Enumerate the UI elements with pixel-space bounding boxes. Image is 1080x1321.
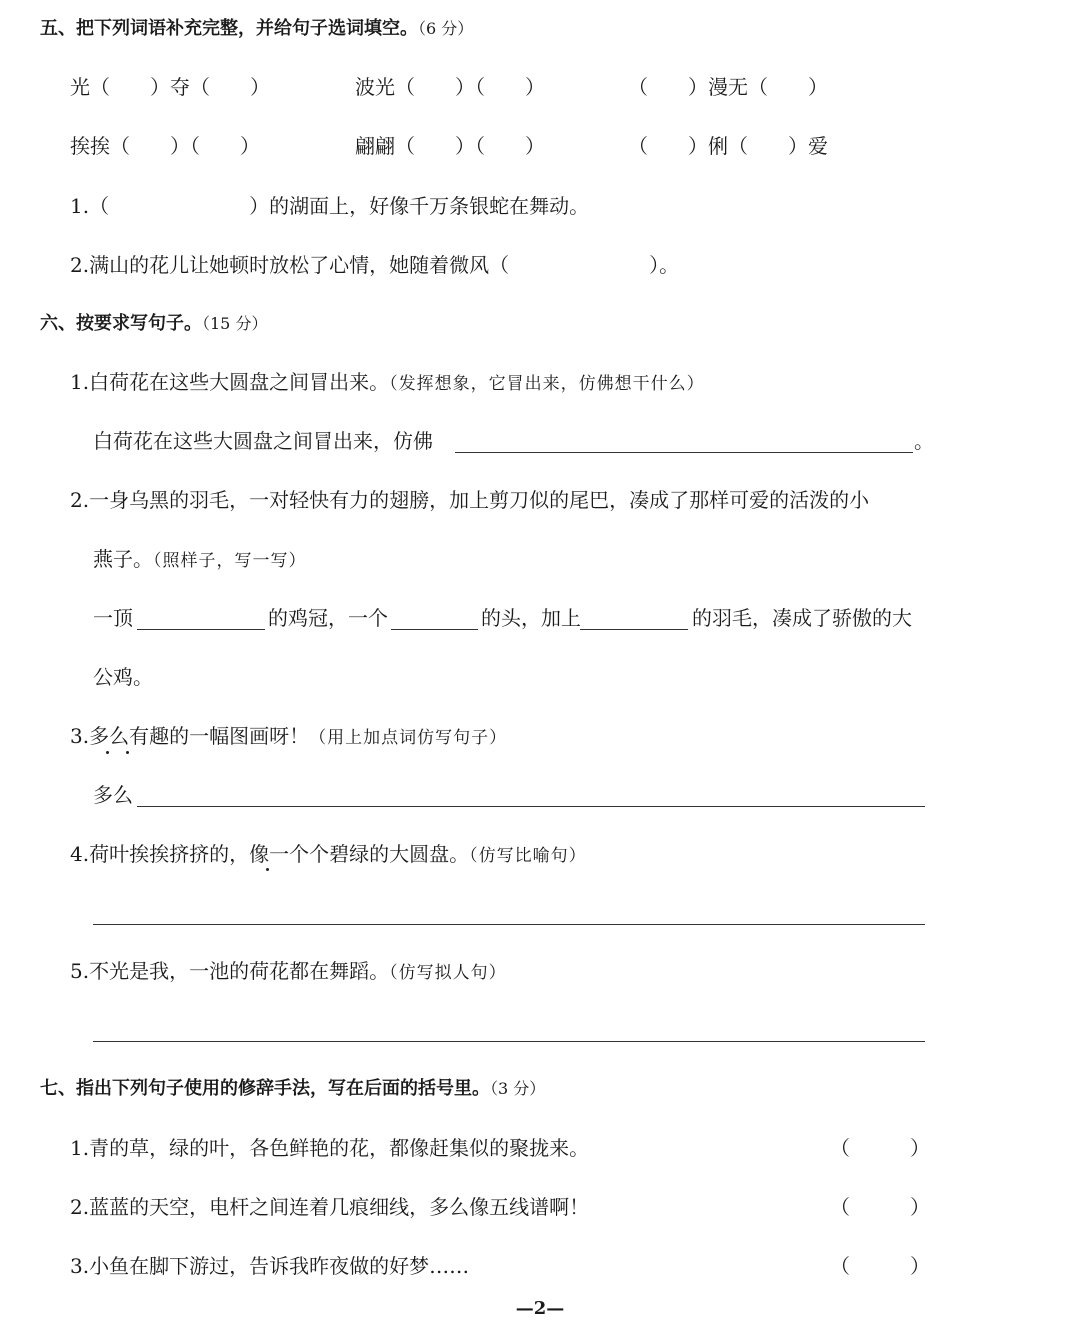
rewrite-question-5: 5.不光是我，一池的荷花都在舞蹈。（仿写拟人句） bbox=[70, 959, 507, 983]
imitation-c: 的头，加上 bbox=[481, 606, 581, 630]
imitation-b: 的鸡冠，一个 bbox=[268, 606, 388, 630]
emphasis-dot bbox=[126, 751, 129, 754]
rewrite-end-1: 。 bbox=[914, 429, 934, 453]
answer-bracket-1[interactable]: （ ） bbox=[830, 1136, 930, 1160]
emphasis-dot bbox=[266, 868, 269, 871]
rewrite-question-2: 2.一身乌黑的羽毛，一对轻快有力的翅膀，加上剪刀似的尾巴，凑成了那样可爱的活泼的小 bbox=[70, 488, 870, 512]
word-fill-3: （ ）漫无（ ） bbox=[628, 75, 828, 99]
section-5-title: 五、把下列词语补充完整，并给句子选词填空。（6 分） bbox=[40, 18, 474, 39]
answer-bracket-2[interactable]: （ ） bbox=[830, 1195, 930, 1219]
rhetoric-question-2: 2.蓝蓝的天空，电杆之间连着几痕细线，多么像五线谱啊！ bbox=[70, 1195, 590, 1219]
answer-bracket-3[interactable]: （ ） bbox=[830, 1254, 930, 1278]
sentence-fill-1: 1.（ ）的湖面上，好像千万条银蛇在舞动。 bbox=[70, 194, 590, 218]
rewrite-question-1: 1.白荷花在这些大圆盘之间冒出来。（发挥想象，它冒出来，仿佛想干什么） bbox=[70, 370, 705, 394]
word-fill-2: 波光（ ）（ ） bbox=[355, 75, 545, 99]
section-7-title: 七、指出下列句子使用的修辞手法，写在后面的括号里。（3 分） bbox=[40, 1078, 546, 1099]
emphasis-dot bbox=[106, 751, 109, 754]
rewrite-question-3: 3.多么有趣的一幅图画呀！（用上加点词仿写句子） bbox=[70, 724, 508, 748]
answer-line-5[interactable] bbox=[93, 1041, 925, 1042]
rhetoric-question-1: 1.青的草，绿的叶，各色鲜艳的花，都像赶集似的聚拢来。 bbox=[70, 1136, 590, 1160]
answer-line-2a[interactable] bbox=[137, 629, 265, 630]
answer-line-1[interactable] bbox=[455, 452, 913, 453]
rewrite-stem-1: 白荷花在这些大圆盘之间冒出来，仿佛 bbox=[93, 429, 433, 453]
rewrite-question-2-cont: 燕子。（照样子，写一写） bbox=[93, 547, 307, 571]
answer-line-2b[interactable] bbox=[391, 629, 478, 630]
answer-line-4[interactable] bbox=[93, 924, 925, 925]
word-fill-5: 翩翩（ ）（ ） bbox=[355, 134, 545, 158]
rhetoric-question-3: 3.小鱼在脚下游过，告诉我昨夜做的好梦…… bbox=[70, 1254, 470, 1278]
rewrite-question-4: 4.荷叶挨挨挤挤的，像一个个碧绿的大圆盘。（仿写比喻句） bbox=[70, 842, 587, 866]
imitation-e: 公鸡。 bbox=[93, 665, 153, 689]
page-number: —2— bbox=[515, 1298, 565, 1319]
imitation-a: 一顶 bbox=[93, 606, 133, 630]
rewrite-stem-3: 多么 bbox=[93, 783, 133, 807]
word-fill-1: 光（ ）夺（ ） bbox=[70, 75, 270, 99]
word-fill-6: （ ）俐（ ）爱 bbox=[628, 134, 828, 158]
imitation-d: 的羽毛，凑成了骄傲的大 bbox=[692, 606, 912, 630]
section-6-title: 六、按要求写句子。（15 分） bbox=[40, 313, 268, 334]
answer-line-3[interactable] bbox=[137, 806, 925, 807]
sentence-fill-2: 2.满山的花儿让她顿时放松了心情，她随着微风（ ）。 bbox=[70, 253, 680, 277]
word-fill-4: 挨挨（ ）（ ） bbox=[70, 134, 260, 158]
answer-line-2c[interactable] bbox=[580, 629, 688, 630]
